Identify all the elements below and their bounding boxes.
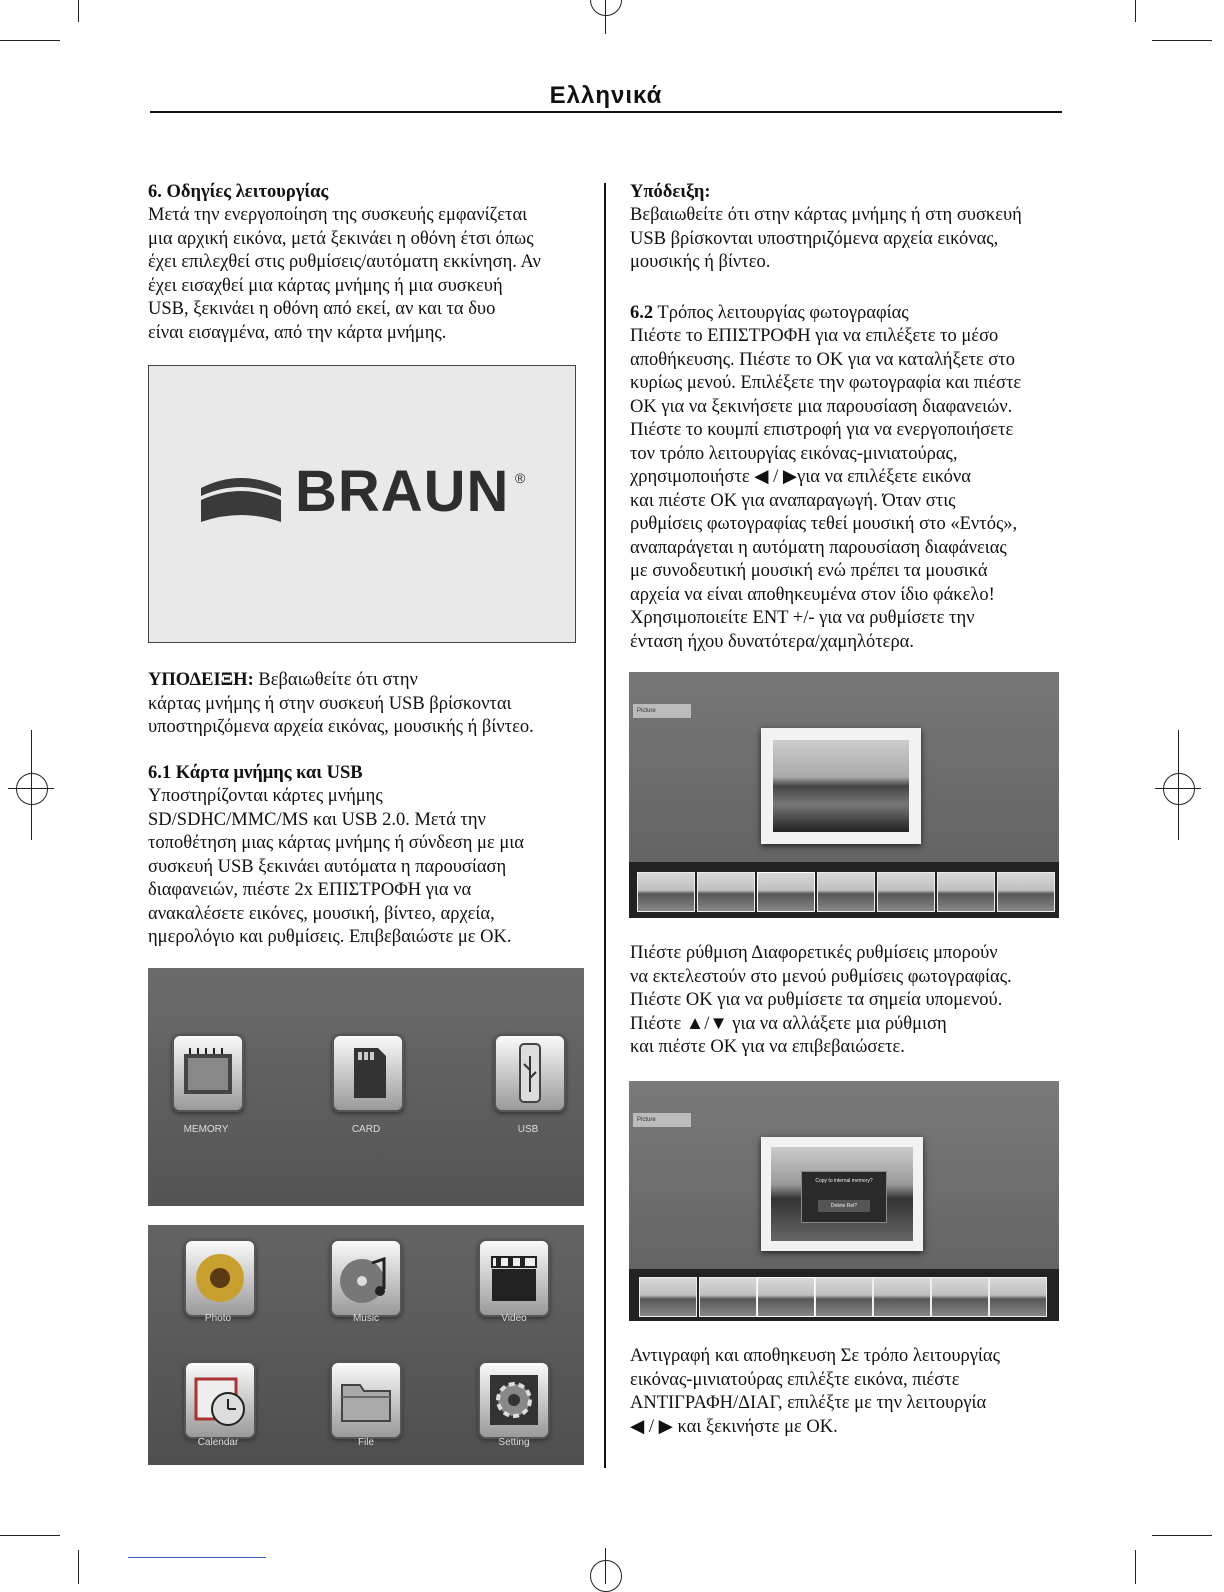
- thumbnail-selected[interactable]: [757, 1277, 815, 1317]
- usb-label: USB: [517, 1124, 539, 1135]
- setting-label: Setting: [498, 1437, 530, 1448]
- thumbnail[interactable]: [699, 1277, 757, 1317]
- registration-mark: [605, 1548, 606, 1584]
- thumbnail[interactable]: [931, 1277, 989, 1317]
- thumbnail[interactable]: [877, 872, 935, 912]
- thumbnail[interactable]: [815, 1277, 873, 1317]
- header-rule: [150, 111, 1062, 113]
- copy-body: Αντιγραφή και αποθηκευση Σε τρόπο λειτουργίας εικόνας-μινιατούρας επιλέξτε εικόνα, πιέστε ΑΝΤΙΓΡΑΦΗ/ΔΙΑΓ, επιλέξτε με την λειτουργία ◀ / ▶ και ξεκινήστε με OK.: [630, 1346, 1000, 1437]
- braun-logo-icon: [197, 466, 285, 526]
- thumbnail[interactable]: [873, 1277, 931, 1317]
- thumbnail[interactable]: [989, 1277, 1047, 1317]
- video-menu-button[interactable]: [478, 1239, 550, 1317]
- memory-source-button[interactable]: [172, 1034, 244, 1112]
- hint-label: ΥΠΟΔΕΙΞΗ:: [148, 670, 254, 690]
- braun-logo-text: BRAUN: [295, 459, 510, 524]
- thumbnail[interactable]: [637, 872, 695, 912]
- section-6-1-body: Υποστηρίζονται κάρτες μνήμης SD/SDHC/MMC/MS και USB 2.0. Μετά την τοποθέτηση μιας κάρτας μνήμης ή σύνδεση με μια συσκευή USB ξεκινάει αυτόματα η παρουσίαση διαφανειών, πιέστε 2x ΕΠΙΣΤΡΟΦΗ για να ανακαλέσετε εικόνες, μουσική, βίντεο, αρχεία, ημερολόγιο και ρυθμίσεις. Επιβεβαιώστε με OK.: [148, 786, 524, 947]
- footer-rule: [128, 1557, 266, 1558]
- card-source-button[interactable]: [332, 1034, 404, 1112]
- section-6-1-title: 6.1 Κάρτα μνήμης και USB: [148, 763, 363, 783]
- registration-mark: [590, 0, 622, 16]
- memory-label: MEMORY: [183, 1124, 229, 1135]
- thumbnail[interactable]: [997, 872, 1055, 912]
- usb-source-button[interactable]: [494, 1034, 566, 1112]
- copy-dialog-question: Copy to internal memory?: [815, 1178, 873, 1184]
- calendar-clock-icon: [186, 1363, 254, 1437]
- sunflower-icon: [186, 1241, 254, 1315]
- crop-mark: [78, 0, 79, 22]
- main-menu-screen: [148, 1225, 584, 1465]
- section-6-2-number: 6.2: [630, 303, 654, 323]
- photo-label: Photo: [204, 1313, 232, 1324]
- hint-paragraph: [148, 669, 598, 740]
- crop-mark: [1135, 1550, 1136, 1584]
- thumbnail-selected[interactable]: [757, 872, 815, 912]
- page-title: Ελληνικά: [549, 82, 663, 109]
- registered-mark: ®: [515, 470, 526, 486]
- registration-mark: [605, 0, 606, 34]
- section-6-body: Μετά την ενεργοποίηση της συσκευής εμφανίζεται μια αρχική εικόνα, μετά ξεκινάει η οθόνη έτσι όπως έχει επιλεχθεί στις ρυθμίσεις/αυτόματη εκκίνηση. Αν έχει εισαχθεί μια κάρτας μνήμης ή μια συσκευή USB, ξεκινάει η οθόνη από εκεί, αν και τα δυο είναι εισαγμένα, από την κάρτα μνήμης.: [148, 205, 541, 343]
- folder-icon: [332, 1363, 400, 1437]
- usb-icon: [496, 1036, 564, 1110]
- thumbnail-strip: [629, 1269, 1059, 1321]
- section-6-2-heading: Τρόπος λειτουργίας φωτογραφίας: [653, 303, 909, 323]
- photo-frame: [761, 728, 921, 844]
- calendar-menu-button[interactable]: [184, 1361, 256, 1439]
- section-6-2-body: Πιέστε το ΕΠΙΣΤΡΟΦΗ για να επιλέξετε το μέσο αποθήκευσης. Πιέστε το OK για να καταλήξετε στο κυρίως μενού. Επιλέξετε την φωτογραφία και πιέστε OK για να ξεκινήσετε μια παρουσίαση διαφανειών. Πιέστε το κουμπί επιστροφή για να ενεργοποιήσετε τον τρόπο λειτουργίας εικόνας-μινιατούρας, χρησιμοποιήστε ◀ / ▶για να επιλέξετε εικόνα και πιέστε OK για αναπαραγωγή. Όταν στις ρυθμίσεις φωτογραφίας τεθεί μουσική στο «Εντός», αναπαράγεται η αυτόματη παρουσίαση διαφάνειας με συνοδευτική μουσική ενώ πρέπει τα μουσικά αρχεία να είναι αποθηκευμένα στον ίδιο φάκελο! Χρησιμοποιείτε ΕΝΤ +/- για να ρυθμίσετε την ένταση ήχου δυνατότερα/χαμηλότερα.: [630, 326, 1022, 652]
- file-menu-button[interactable]: [330, 1361, 402, 1439]
- photo-menu-button[interactable]: [184, 1239, 256, 1317]
- crop-mark: [0, 1535, 60, 1536]
- crop-mark: [78, 1550, 79, 1584]
- video-label: Video: [501, 1313, 527, 1324]
- braun-splash-screen: [148, 365, 576, 643]
- picture-tab[interactable]: Picture: [633, 1113, 691, 1127]
- setting-menu-button[interactable]: [478, 1361, 550, 1439]
- hint-body: Βεβαιωθείτε ότι στην κάρτας μνήμης ή στην συσκευή USB βρίσκονται υποστηριζόμενα αρχεία εικόνας, μουσικής ή βίντεο.: [148, 670, 534, 737]
- registration-mark: [1163, 773, 1195, 805]
- music-note-icon: [332, 1241, 400, 1315]
- photo-preview: [773, 740, 909, 832]
- crop-mark: [1135, 0, 1136, 22]
- calendar-label: Calendar: [197, 1437, 239, 1448]
- gear-icon: [480, 1363, 548, 1437]
- registration-mark: [16, 773, 48, 805]
- thumbnail-strip: [629, 862, 1059, 918]
- music-menu-button[interactable]: [330, 1239, 402, 1317]
- section-6-title: 6. Οδηγίες λειτουργίας: [148, 182, 329, 202]
- right-hint-title: Υπόδειξη:: [630, 182, 711, 202]
- clapperboard-icon: [480, 1241, 548, 1315]
- registration-mark: [1178, 730, 1179, 840]
- column-divider: [604, 183, 606, 1468]
- music-label: Music: [352, 1313, 380, 1324]
- thumbnail[interactable]: [817, 872, 875, 912]
- photo-thumbnail-screen: [629, 672, 1059, 918]
- thumbnail[interactable]: [639, 1277, 697, 1317]
- section-6-2-title: [630, 302, 909, 326]
- copy-dialog: [801, 1171, 887, 1223]
- picture-tab[interactable]: Picture: [633, 704, 691, 718]
- crop-mark: [1152, 40, 1212, 41]
- memory-chip-icon: [174, 1036, 242, 1110]
- crop-mark: [0, 40, 60, 41]
- copy-dialog-screen: [629, 1081, 1059, 1321]
- thumbnail[interactable]: [937, 872, 995, 912]
- file-label: File: [357, 1437, 375, 1448]
- photo-frame: [761, 1137, 923, 1251]
- card-label: CARD: [351, 1124, 381, 1135]
- settings-body: Πιέστε ρύθμιση Διαφορετικές ρυθμίσεις μπορούν να εκτελεστούν στο μενού ρυθμίσεις φωτογραφίας. Πιέστε OK για να ρυθμίσετε τα σημεία υπομενού. Πιέστε ▲/▼ για να αλλάξετε μια ρύθμιση και πιέστε OK για να επιβεβαιώσετε.: [630, 943, 1012, 1057]
- registration-mark: [31, 730, 32, 840]
- right-hint-body: Βεβαιωθείτε ότι στην κάρτας μνήμης ή στη συσκευή USB βρίσκονται υποστηριζόμενα αρχεία εικόνας, μουσικής ή βίντεο.: [630, 205, 1022, 272]
- source-select-screen: [148, 968, 584, 1206]
- thumbnail[interactable]: [697, 872, 755, 912]
- registration-mark: [590, 1560, 622, 1592]
- copy-dialog-button[interactable]: Delete Rel?: [818, 1200, 870, 1212]
- sd-card-icon: [334, 1036, 402, 1110]
- crop-mark: [1152, 1535, 1212, 1536]
